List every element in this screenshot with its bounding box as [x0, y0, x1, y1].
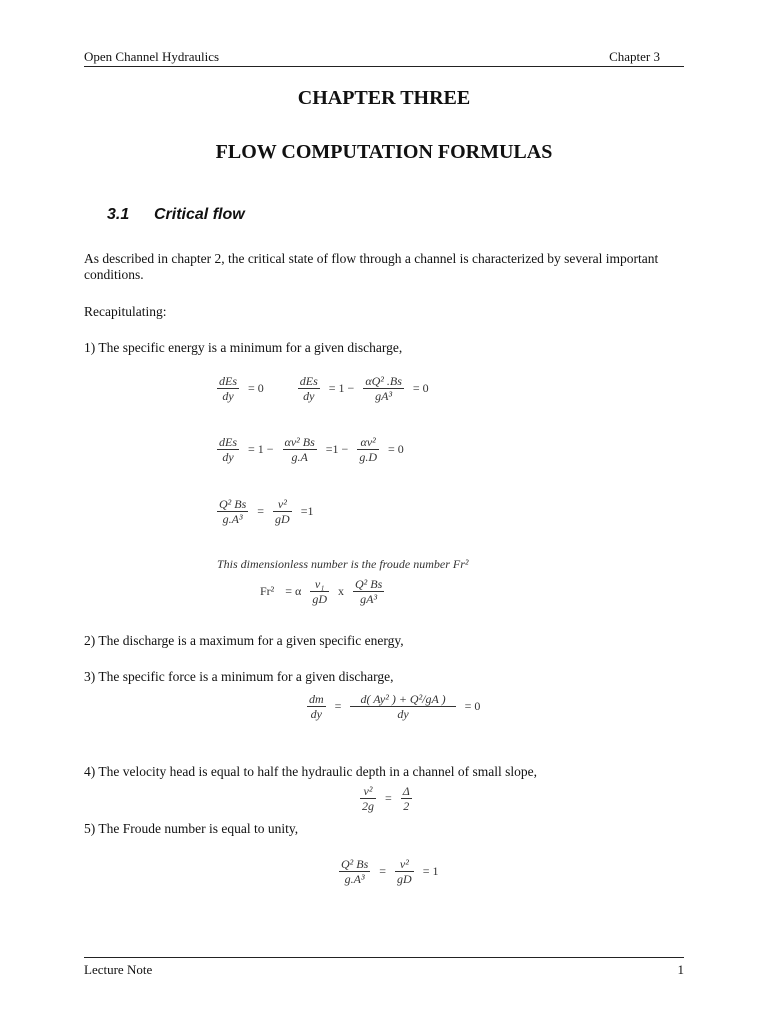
condition-3: 3) The specific force is a minimum for a given discharge, [84, 669, 394, 684]
condition-1: 1) The specific energy is a minimum for a given discharge, [84, 340, 403, 355]
running-header-title: Open Channel Hydraulics [84, 49, 220, 64]
equation-2: $\frac{\text{dEs}}{dy}$ = 1 − $\frac{\text{αv² Bs}}{g.A}$ =1 − $\frac{\text{αv²}}{g.D}$ = 0 [219, 435, 404, 464]
header-rule [84, 66, 684, 67]
footer-label: Lecture Note [84, 962, 153, 977]
chapter-subtitle: FLOW COMPUTATION FORMULAS [215, 141, 553, 163]
equation-4: Fr² = α $\frac{\text{v₁}}{gD}$ x $\frac{\text{Q² Bs}}{\text{gA³}}$ [260, 577, 383, 606]
equation-6: $\frac{\text{v²}}{2g}$ = $\frac{\Delta}{2}$ [362, 784, 410, 813]
equation-3: $\frac{\text{Q² Bs}}{\text{g.A³}}$ = $\frac{\text{v²}}{gD}$ =1 [219, 497, 314, 526]
equation-1: $\frac{\text{dEs}}{dy}$ = 0 $\frac{\text{dEs}}{dy}$ = 1 − $\frac{\text{αQ² .Bs}}{\text{gA³}}$ = 0 [219, 374, 429, 403]
footer-rule [84, 957, 684, 958]
section-title: Critical flow [154, 206, 245, 223]
recap-paragraph: Recapitulating: [84, 304, 167, 319]
intro-paragraph: As described in chapter 2, the critical state of flow through a channel is characterized by several important conditions. [84, 251, 659, 282]
section-heading [107, 206, 245, 224]
condition-2: 2) The discharge is a maximum for a given specific energy, [84, 633, 404, 648]
running-header-chapter: Chapter 3 [609, 49, 660, 64]
condition-5: 5) The Froude number is equal to unity, [84, 821, 299, 836]
froude-note: This dimensionless number is the froude number Fr² [217, 557, 469, 571]
chapter-title: CHAPTER THREE [297, 87, 471, 109]
equation-7: $\frac{\text{Q² Bs}}{\text{g.A³}}$ = $\frac{\text{v²}}{gD}$ = 1 [341, 857, 439, 886]
page-number: 1 [677, 962, 684, 977]
condition-4: 4) The velocity head is equal to half the hydraulic depth in a channel of small slope, [84, 764, 537, 779]
section-number: 3.1 [107, 206, 130, 223]
equation-5: $\frac{dm}{dy}$ = $\frac{\text{d( Ay² ) + Q²/gA )}}{dy}$ = 0 [309, 692, 481, 721]
